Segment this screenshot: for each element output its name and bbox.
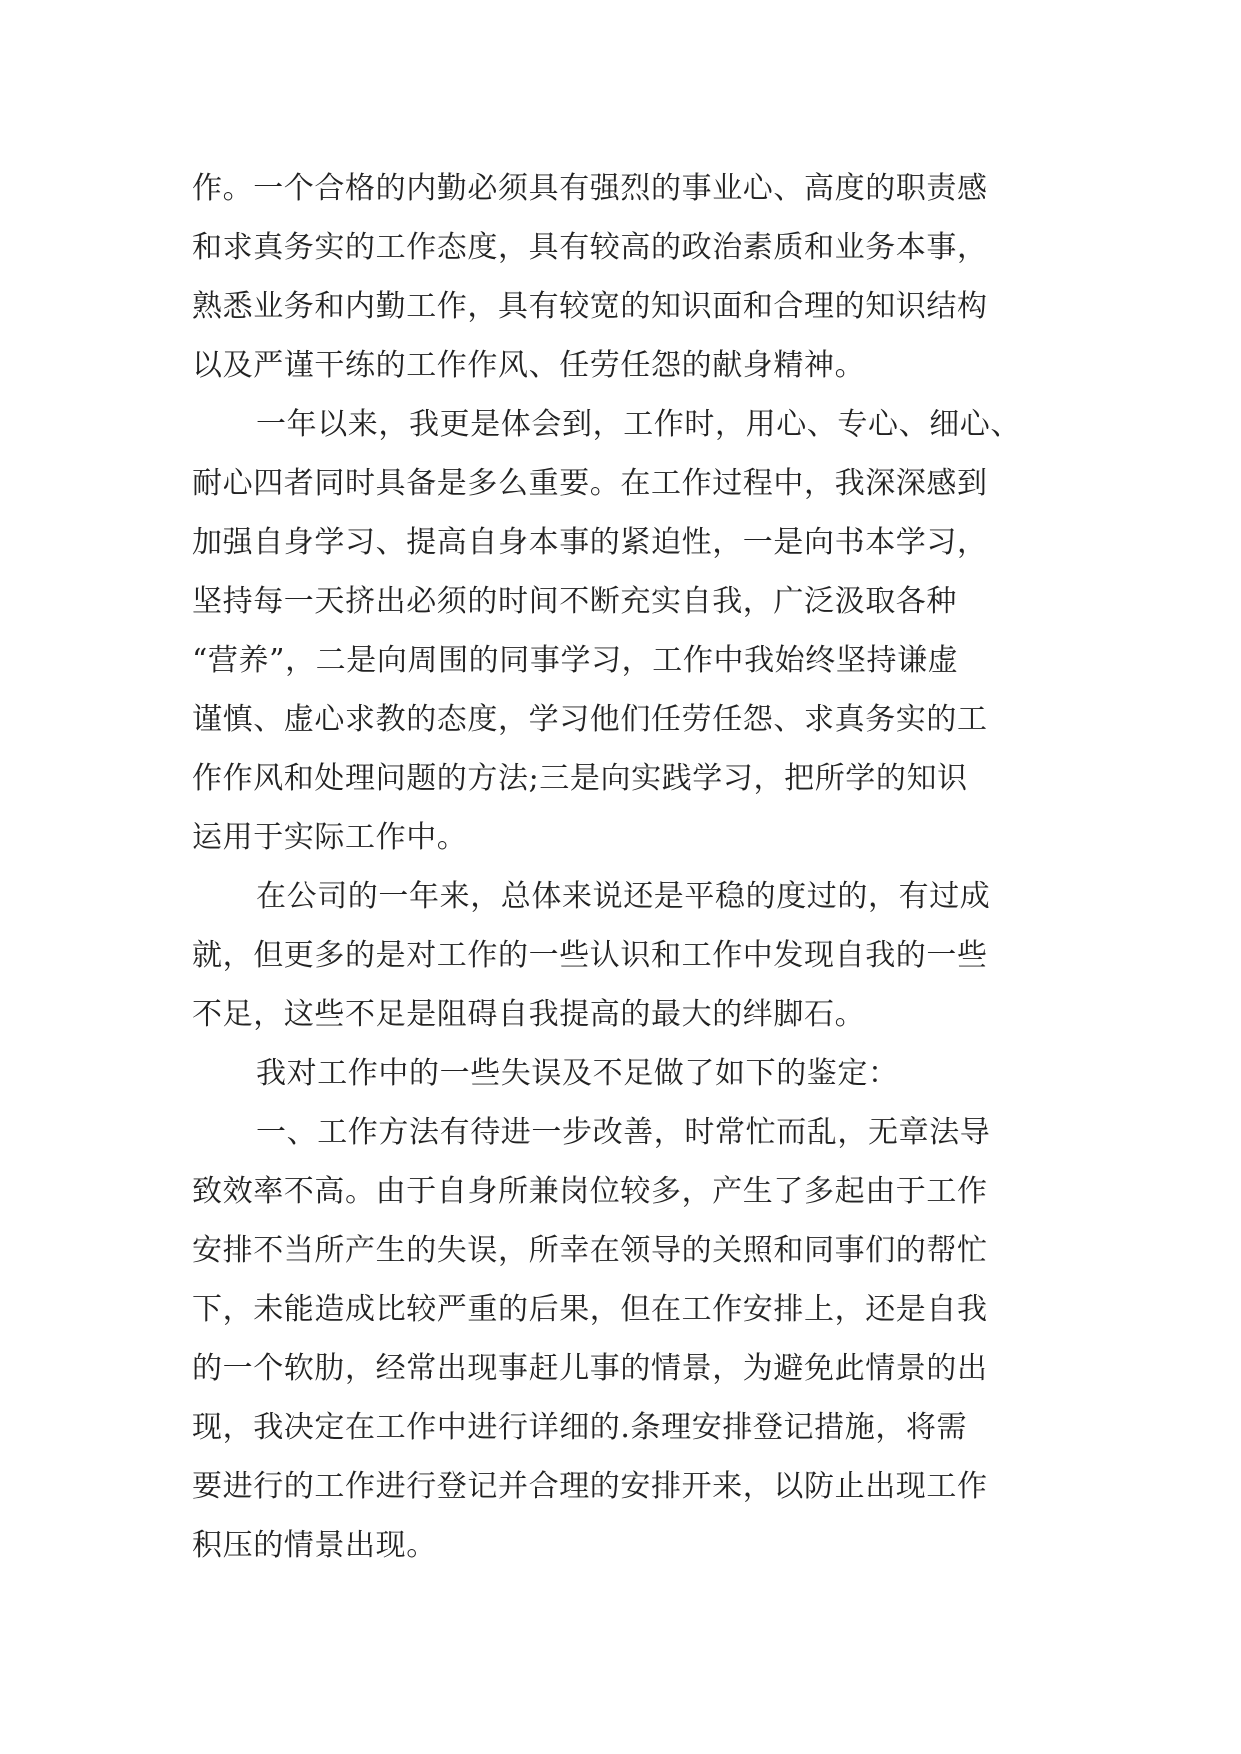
text-line: 作。一个合格的内勤必须具有强烈的事业心、高度的职责感: [192, 171, 988, 206]
text-line: 现，我决定在工作中进行详细的.条理安排登记措施，将需: [192, 1410, 968, 1445]
text-line: 下，未能造成比较严重的后果，但在工作安排上，还是自我: [192, 1292, 988, 1327]
text-line: 和求真务实的工作态度，具有较高的政治素质和业务本事，: [192, 230, 988, 265]
text-line: 的一个软肋，经常出现事赶儿事的情景，为避免此情景的出: [192, 1351, 988, 1386]
paragraph-first-line: 我对工作中的一些失误及不足做了如下的鉴定：: [256, 1056, 899, 1091]
text-line: 熟悉业务和内勤工作，具有较宽的知识面和合理的知识结构: [192, 289, 988, 324]
paragraph-first-line: 一年以来，我更是体会到，工作时，用心、专心、细心、: [256, 407, 1021, 442]
document-body: [192, 159, 1052, 1575]
text-line: 就，但更多的是对工作的一些认识和工作中发现自我的一些: [192, 938, 988, 973]
paragraph-first-line: 在公司的一年来，总体来说还是平稳的度过的，有过成: [256, 879, 991, 914]
text-line: 要进行的工作进行登记并合理的安排开来，以防止出现工作: [192, 1469, 988, 1504]
text-line: 坚持每一天挤出必须的时间不断充实自我，广泛汲取各种: [192, 584, 957, 619]
text-line: 谨慎、虚心求教的态度，学习他们任劳任怨、求真务实的工: [192, 702, 988, 737]
text-line: 作作风和处理问题的方法;三是向实践学习，把所学的知识: [192, 761, 968, 796]
text-line: 加强自身学习、提高自身本事的紧迫性，一是向书本学习，: [192, 525, 988, 560]
text-line: 积压的情景出现。: [192, 1528, 437, 1563]
text-line: 安排不当所产生的失误，所幸在领导的关照和同事们的帮忙: [192, 1233, 988, 1268]
text-line: 以及严谨干练的工作作风、任劳任怨的献身精神。: [192, 348, 866, 383]
text-line: 耐心四者同时具备是多么重要。在工作过程中，我深深感到: [192, 466, 988, 501]
text-line: 不足，这些不足是阻碍自我提高的最大的绊脚石。: [192, 997, 866, 1032]
paragraph-first-line: 一、工作方法有待进一步改善，时常忙而乱，无章法导: [256, 1115, 991, 1150]
text-line: 运用于实际工作中。: [192, 820, 468, 855]
text-line: 致效率不高。由于自身所兼岗位较多，产生了多起由于工作: [192, 1174, 988, 1209]
text-line: “营养”，二是向周围的同事学习，工作中我始终坚持谦虚: [192, 643, 959, 678]
